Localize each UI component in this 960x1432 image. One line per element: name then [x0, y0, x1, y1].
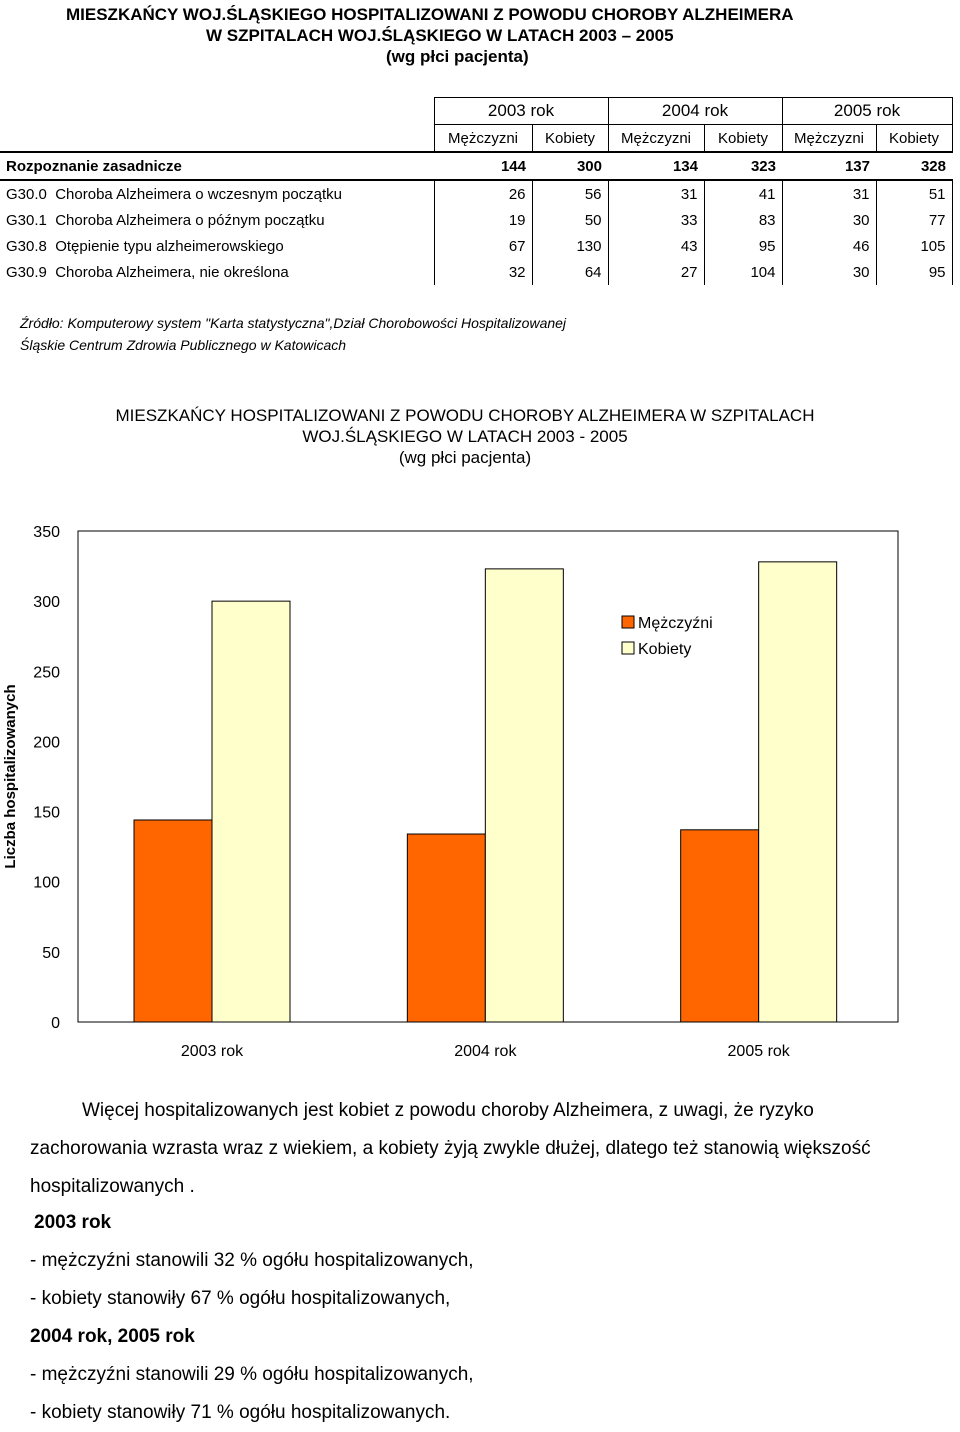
- total-row: [0, 152, 952, 180]
- chart-title-line-2: WOJ.ŚLĄSKIEGO W LATACH 2003 - 2005: [302, 427, 628, 446]
- legend-label: Mężczyźni: [638, 615, 713, 632]
- table-cell: 137: [782, 152, 876, 180]
- title-line-3: (wg płci pacjenta): [386, 47, 529, 66]
- x-tick-label: 2004 rok: [454, 1043, 517, 1060]
- legend-swatch: [622, 642, 634, 654]
- diagnosis-code: G30.1: [6, 211, 47, 229]
- diagnosis-label: Choroba Alzheimera, nie określona: [55, 263, 289, 281]
- table-cell: 300: [532, 152, 608, 180]
- year-header: 2005 rok: [782, 98, 952, 125]
- year-header-row: [0, 98, 952, 125]
- paragraph-text: Więcej hospitalizowanych jest kobiet z powodu choroby Alzheimera, z uwagi, że ryzyko zachorowania wzrasta wraz z wiekiem, a kobiety żyją zwykle dłużej, dlatego też stanowią większość hospitalizowanych .: [30, 1100, 871, 1197]
- hospitalization-table: [0, 97, 953, 285]
- table-cell: 67: [434, 233, 532, 259]
- y-tick-label: 0: [51, 1015, 60, 1032]
- table-cell: 26: [434, 180, 532, 207]
- table-cell: 51: [876, 180, 952, 207]
- bar-chart: [0, 500, 960, 1070]
- diagnosis-code: G30.9: [6, 263, 47, 281]
- table-cell: 56: [532, 180, 608, 207]
- table-cell: 83: [704, 207, 782, 233]
- chart-title-line-1: MIESZKAŃCY HOSPITALIZOWANI Z POWODU CHOROBY ALZHEIMERA W SZPITALACH: [115, 406, 815, 425]
- sex-header: Mężczyzni: [782, 125, 876, 153]
- table-cell: 104: [704, 259, 782, 285]
- sex-header: Mężczyzni: [608, 125, 704, 153]
- source-note: [20, 312, 566, 356]
- table-cell: 64: [532, 259, 608, 285]
- table-cell: 19: [434, 207, 532, 233]
- source-line-1: Źródło: Komputerowy system "Karta statystyczna",Dział Chorobowości Hospitalizowanej: [20, 315, 567, 331]
- y-tick-label: 350: [33, 524, 60, 541]
- sex-header: Kobiety: [532, 125, 608, 153]
- table-cell: 31: [608, 180, 704, 207]
- section-title: 2004 rok, 2005 rok: [30, 1326, 195, 1347]
- list-item: - kobiety stanowiły 67 % ogółu hospitalizowanych,: [30, 1288, 451, 1309]
- table-cell: 323: [704, 152, 782, 180]
- title-line-1: MIESZKAŃCY WOJ.ŚLĄSKIEGO HOSPITALIZOWANI Z POWODU CHOROBY ALZHEIMERA: [66, 5, 794, 24]
- table-cell: 43: [608, 233, 704, 259]
- table-cell: 27: [608, 259, 704, 285]
- table-cell: 32: [434, 259, 532, 285]
- diagnosis-code: G30.0: [6, 185, 47, 203]
- section-2003: [30, 1204, 474, 1318]
- total-label: Rozpoznanie zasadnicze: [0, 152, 434, 180]
- list-item: - mężczyźni stanowili 29 % ogółu hospitalizowanych,: [30, 1364, 474, 1385]
- year-header: 2003 rok: [434, 98, 608, 125]
- y-tick-label: 300: [33, 594, 60, 612]
- year-header: 2004 rok: [608, 98, 782, 125]
- table-cell: 30: [782, 207, 876, 233]
- legend-swatch: [622, 616, 634, 628]
- table-cell: 328: [876, 152, 952, 180]
- table-cell: 46: [782, 233, 876, 259]
- bar-men: [134, 820, 212, 1022]
- table-cell: 144: [434, 152, 532, 180]
- bar-women: [759, 562, 837, 1022]
- table-cell: 130: [532, 233, 608, 259]
- table-cell: 41: [704, 180, 782, 207]
- table-row: [0, 233, 952, 259]
- bar-women: [212, 601, 290, 1022]
- bar-men: [681, 830, 759, 1022]
- chart-title: [0, 405, 930, 468]
- bar-women: [485, 569, 563, 1022]
- sex-header: Kobiety: [704, 125, 782, 153]
- table-cell: 95: [876, 259, 952, 285]
- table-cell: 77: [876, 207, 952, 233]
- title-line-2: W SZPITALACH WOJ.ŚLĄSKIEGO W LATACH 2003 – 2005: [206, 26, 674, 45]
- diagnosis-code: G30.8: [6, 237, 47, 255]
- table-row: [0, 207, 952, 233]
- document-title: [0, 4, 960, 67]
- y-axis-label: Liczba hospitalizowanych: [2, 684, 19, 869]
- table-row: [0, 180, 952, 207]
- sex-header-row: [0, 125, 952, 153]
- table-cell: 105: [876, 233, 952, 259]
- diagnosis-label: Otępienie typu alzheimerowskiego: [55, 237, 284, 255]
- legend-label: Kobiety: [638, 641, 692, 658]
- diagnosis-label: Choroba Alzheimera o wczesnym początku: [55, 185, 343, 203]
- table-cell: 134: [608, 152, 704, 180]
- table-cell: 31: [782, 180, 876, 207]
- section-title: 2003 rok: [34, 1212, 112, 1233]
- table-cell: 33: [608, 207, 704, 233]
- y-tick-label: 50: [42, 944, 60, 962]
- y-tick-label: 250: [33, 664, 60, 682]
- sex-header: Mężczyzni: [434, 125, 532, 153]
- table-cell: 30: [782, 259, 876, 285]
- section-2004-2005: [30, 1318, 474, 1432]
- summary-paragraph: [30, 1092, 910, 1206]
- x-tick-label: 2003 rok: [180, 1043, 244, 1060]
- source-line-2: Śląskie Centrum Zdrowia Publicznego w Katowicach: [20, 337, 347, 353]
- x-tick-label: 2005 rok: [727, 1043, 790, 1060]
- table-cell: 95: [704, 233, 782, 259]
- y-tick-label: 100: [33, 874, 60, 892]
- bar-men: [407, 834, 485, 1022]
- sex-header: Kobiety: [876, 125, 952, 153]
- y-tick-label: 150: [33, 804, 60, 822]
- list-item: - mężczyźni stanowili 32 % ogółu hospitalizowanych,: [30, 1250, 474, 1271]
- table-row: [0, 259, 952, 285]
- table-cell: 50: [532, 207, 608, 233]
- chart-title-line-3: (wg płci pacjenta): [398, 448, 532, 467]
- y-tick-label: 200: [33, 734, 60, 752]
- diagnosis-label: Choroba Alzheimera o późnym początku: [55, 211, 325, 229]
- list-item: - kobiety stanowiły 71 % ogółu hospitalizowanych.: [30, 1402, 451, 1423]
